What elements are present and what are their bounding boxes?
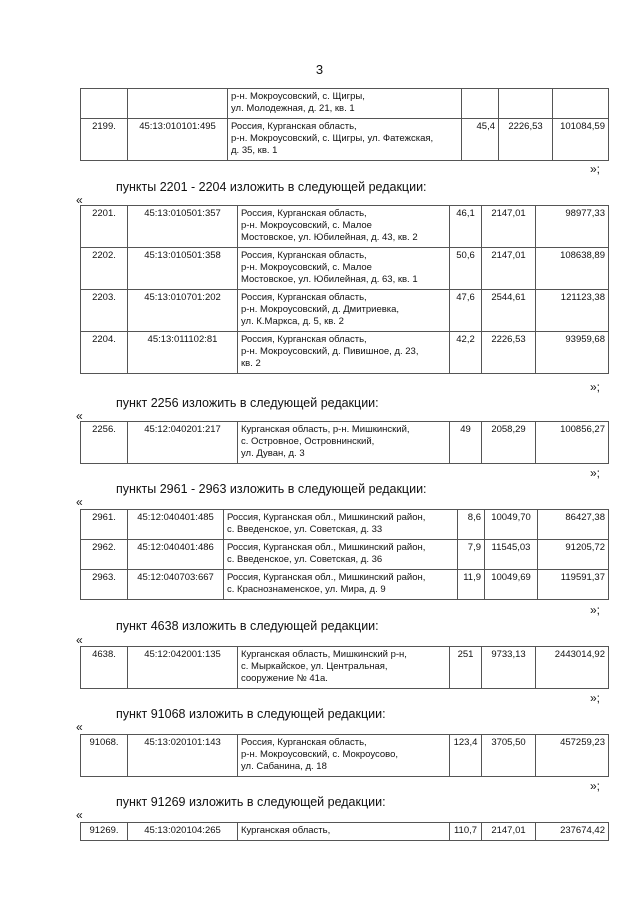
cell-address: р-н. Мокроусовский, с. Щигры, ул. Молодежная, д. 21, кв. 1 xyxy=(228,89,462,119)
cell-area: 49 xyxy=(450,422,482,464)
cell-price: 2147,01 xyxy=(482,823,536,841)
cell-value: 119591,37 xyxy=(538,570,609,600)
table-row xyxy=(81,290,609,332)
cell-value: 108638,89 xyxy=(536,248,609,290)
cell-number: 2961. xyxy=(81,510,128,540)
cell-area: 11,9 xyxy=(458,570,485,600)
cell-address: Россия, Курганская область, р-н. Мокроусовский, с. Малое Мостовское, ул. Юбилейная, д. 43, кв. 2 xyxy=(238,206,450,248)
cell-area: 7,9 xyxy=(458,540,485,570)
cell-address: Россия, Курганская область, р-н. Мокроусовский, с. Мокроусово, ул. Сабанина, д. 18 xyxy=(238,735,450,777)
cell-price xyxy=(499,89,553,119)
cell-cadastral: 45:13:010501:358 xyxy=(128,248,238,290)
open-quote: « xyxy=(76,633,83,647)
open-quote: « xyxy=(76,409,83,423)
cell-address: Россия, Курганская обл., Мишкинский район, с. Краснознаменское, ул. Мира, д. 9 xyxy=(224,570,458,600)
cell-value: 86427,38 xyxy=(538,510,609,540)
cell-price: 2147,01 xyxy=(482,248,536,290)
open-quote: « xyxy=(76,720,83,734)
table-row xyxy=(81,89,609,119)
cell-address: Россия, Курганская обл., Мишкинский район, с. Введенское, ул. Советская, д. 36 xyxy=(224,540,458,570)
cell-cadastral: 45:12:040703:667 xyxy=(128,570,224,600)
page-number: 3 xyxy=(315,62,324,77)
close-quote: »; xyxy=(590,779,601,793)
section-instruction: пункт 91269 изложить в следующей редакции: xyxy=(116,795,386,809)
cell-number: 2203. xyxy=(81,290,128,332)
cell-price: 2226,53 xyxy=(499,119,553,161)
cell-area: 251 xyxy=(450,647,482,689)
cell-cadastral: 45:13:020104:265 xyxy=(128,823,238,841)
cell-address: Россия, Курганская обл., Мишкинский район, с. Введенское, ул. Советская, д. 33 xyxy=(224,510,458,540)
cell-price: 3705,50 xyxy=(482,735,536,777)
cell-value: 100856,27 xyxy=(536,422,609,464)
close-quote: »; xyxy=(590,162,601,176)
section-instruction: пункты 2961 - 2963 изложить в следующей редакции: xyxy=(116,482,427,496)
open-quote: « xyxy=(76,495,83,509)
cell-address: Россия, Курганская область, р-н. Мокроусовский, с. Малое Мостовское, ул. Юбилейная, д. 63, кв. 1 xyxy=(238,248,450,290)
cell-number: 2962. xyxy=(81,540,128,570)
cell-cadastral: 45:12:040401:486 xyxy=(128,540,224,570)
cell-address: Курганская область, Мишкинский р-н, с. Мыркайское, ул. Центральная, сооружение № 41а. xyxy=(238,647,450,689)
cell-value xyxy=(553,89,609,119)
table-row xyxy=(81,735,609,777)
table-row xyxy=(81,206,609,248)
section-instruction: пункт 4638 изложить в следующей редакции: xyxy=(116,619,379,633)
cell-value: 93959,68 xyxy=(536,332,609,374)
table-row xyxy=(81,510,609,540)
cell-area: 45,4 xyxy=(462,119,499,161)
table-section xyxy=(80,734,609,777)
cell-number xyxy=(81,89,128,119)
close-quote: »; xyxy=(590,466,601,480)
table-section xyxy=(80,509,609,600)
cell-area xyxy=(462,89,499,119)
table-row xyxy=(81,647,609,689)
cell-number: 2204. xyxy=(81,332,128,374)
table-row xyxy=(81,823,609,841)
cell-price: 2226,53 xyxy=(482,332,536,374)
close-quote: »; xyxy=(590,380,601,394)
table-section xyxy=(80,646,609,689)
cell-number: 2199. xyxy=(81,119,128,161)
cell-value: 2443014,92 xyxy=(536,647,609,689)
table-row xyxy=(81,248,609,290)
section-instruction: пункты 2201 - 2204 изложить в следующей редакции: xyxy=(116,180,427,194)
table-section xyxy=(80,205,609,374)
close-quote: »; xyxy=(590,603,601,617)
cell-area: 47,6 xyxy=(450,290,482,332)
table-row xyxy=(81,119,609,161)
cell-price: 2058,29 xyxy=(482,422,536,464)
cell-area: 42,2 xyxy=(450,332,482,374)
cell-number: 2963. xyxy=(81,570,128,600)
cell-value: 98977,33 xyxy=(536,206,609,248)
cell-number: 91269. xyxy=(81,823,128,841)
cell-cadastral: 45:13:010501:357 xyxy=(128,206,238,248)
cell-price: 10049,70 xyxy=(485,510,538,540)
cell-cadastral: 45:13:010701:202 xyxy=(128,290,238,332)
cell-address: Курганская область, р-н. Мишкинский, с. Островное, Островнинский, ул. Дуван, д. 3 xyxy=(238,422,450,464)
cell-cadastral: 45:12:040401:485 xyxy=(128,510,224,540)
cell-value: 457259,23 xyxy=(536,735,609,777)
table-section xyxy=(80,421,609,464)
cell-cadastral: 45:13:020101:143 xyxy=(128,735,238,777)
cell-cadastral xyxy=(128,89,228,119)
cell-cadastral: 45:13:010101:495 xyxy=(128,119,228,161)
open-quote: « xyxy=(76,808,83,822)
cell-number: 2201. xyxy=(81,206,128,248)
cell-price: 2544,61 xyxy=(482,290,536,332)
cell-address: Россия, Курганская область, р-н. Мокроусовский, д. Дмитриевка, ул. К.Маркса, д. 5, кв. 2 xyxy=(238,290,450,332)
cell-value: 91205,72 xyxy=(538,540,609,570)
cell-area: 46,1 xyxy=(450,206,482,248)
cell-address: Россия, Курганская область, р-н. Мокроусовский, с. Щигры, ул. Фатежская, д. 35, кв. 1 xyxy=(228,119,462,161)
cell-value: 237674,42 xyxy=(536,823,609,841)
cell-cadastral: 45:13:011102:81 xyxy=(128,332,238,374)
cell-price: 2147,01 xyxy=(482,206,536,248)
table-row xyxy=(81,422,609,464)
cell-area: 50,6 xyxy=(450,248,482,290)
table-row xyxy=(81,570,609,600)
cell-cadastral: 45:12:042001:135 xyxy=(128,647,238,689)
cell-value: 101084,59 xyxy=(553,119,609,161)
cell-price: 10049,69 xyxy=(485,570,538,600)
cell-price: 9733,13 xyxy=(482,647,536,689)
cell-number: 91068. xyxy=(81,735,128,777)
cell-number: 4638. xyxy=(81,647,128,689)
section-instruction: пункт 2256 изложить в следующей редакции: xyxy=(116,396,379,410)
section-instruction: пункт 91068 изложить в следующей редакции: xyxy=(116,707,386,721)
table-row xyxy=(81,540,609,570)
cell-value: 121123,38 xyxy=(536,290,609,332)
cell-price: 11545,03 xyxy=(485,540,538,570)
cell-number: 2202. xyxy=(81,248,128,290)
cell-cadastral: 45:12:040201:217 xyxy=(128,422,238,464)
cell-area: 110,7 xyxy=(450,823,482,841)
cell-number: 2256. xyxy=(81,422,128,464)
cell-area: 123,4 xyxy=(450,735,482,777)
cell-area: 8,6 xyxy=(458,510,485,540)
cell-address: Курганская область, xyxy=(238,823,450,841)
open-quote: « xyxy=(76,193,83,207)
table-section xyxy=(80,822,609,841)
table-row xyxy=(81,332,609,374)
table-continuation xyxy=(80,88,609,161)
cell-address: Россия, Курганская область, р-н. Мокроусовский, д. Пивишное, д. 23, кв. 2 xyxy=(238,332,450,374)
close-quote: »; xyxy=(590,691,601,705)
